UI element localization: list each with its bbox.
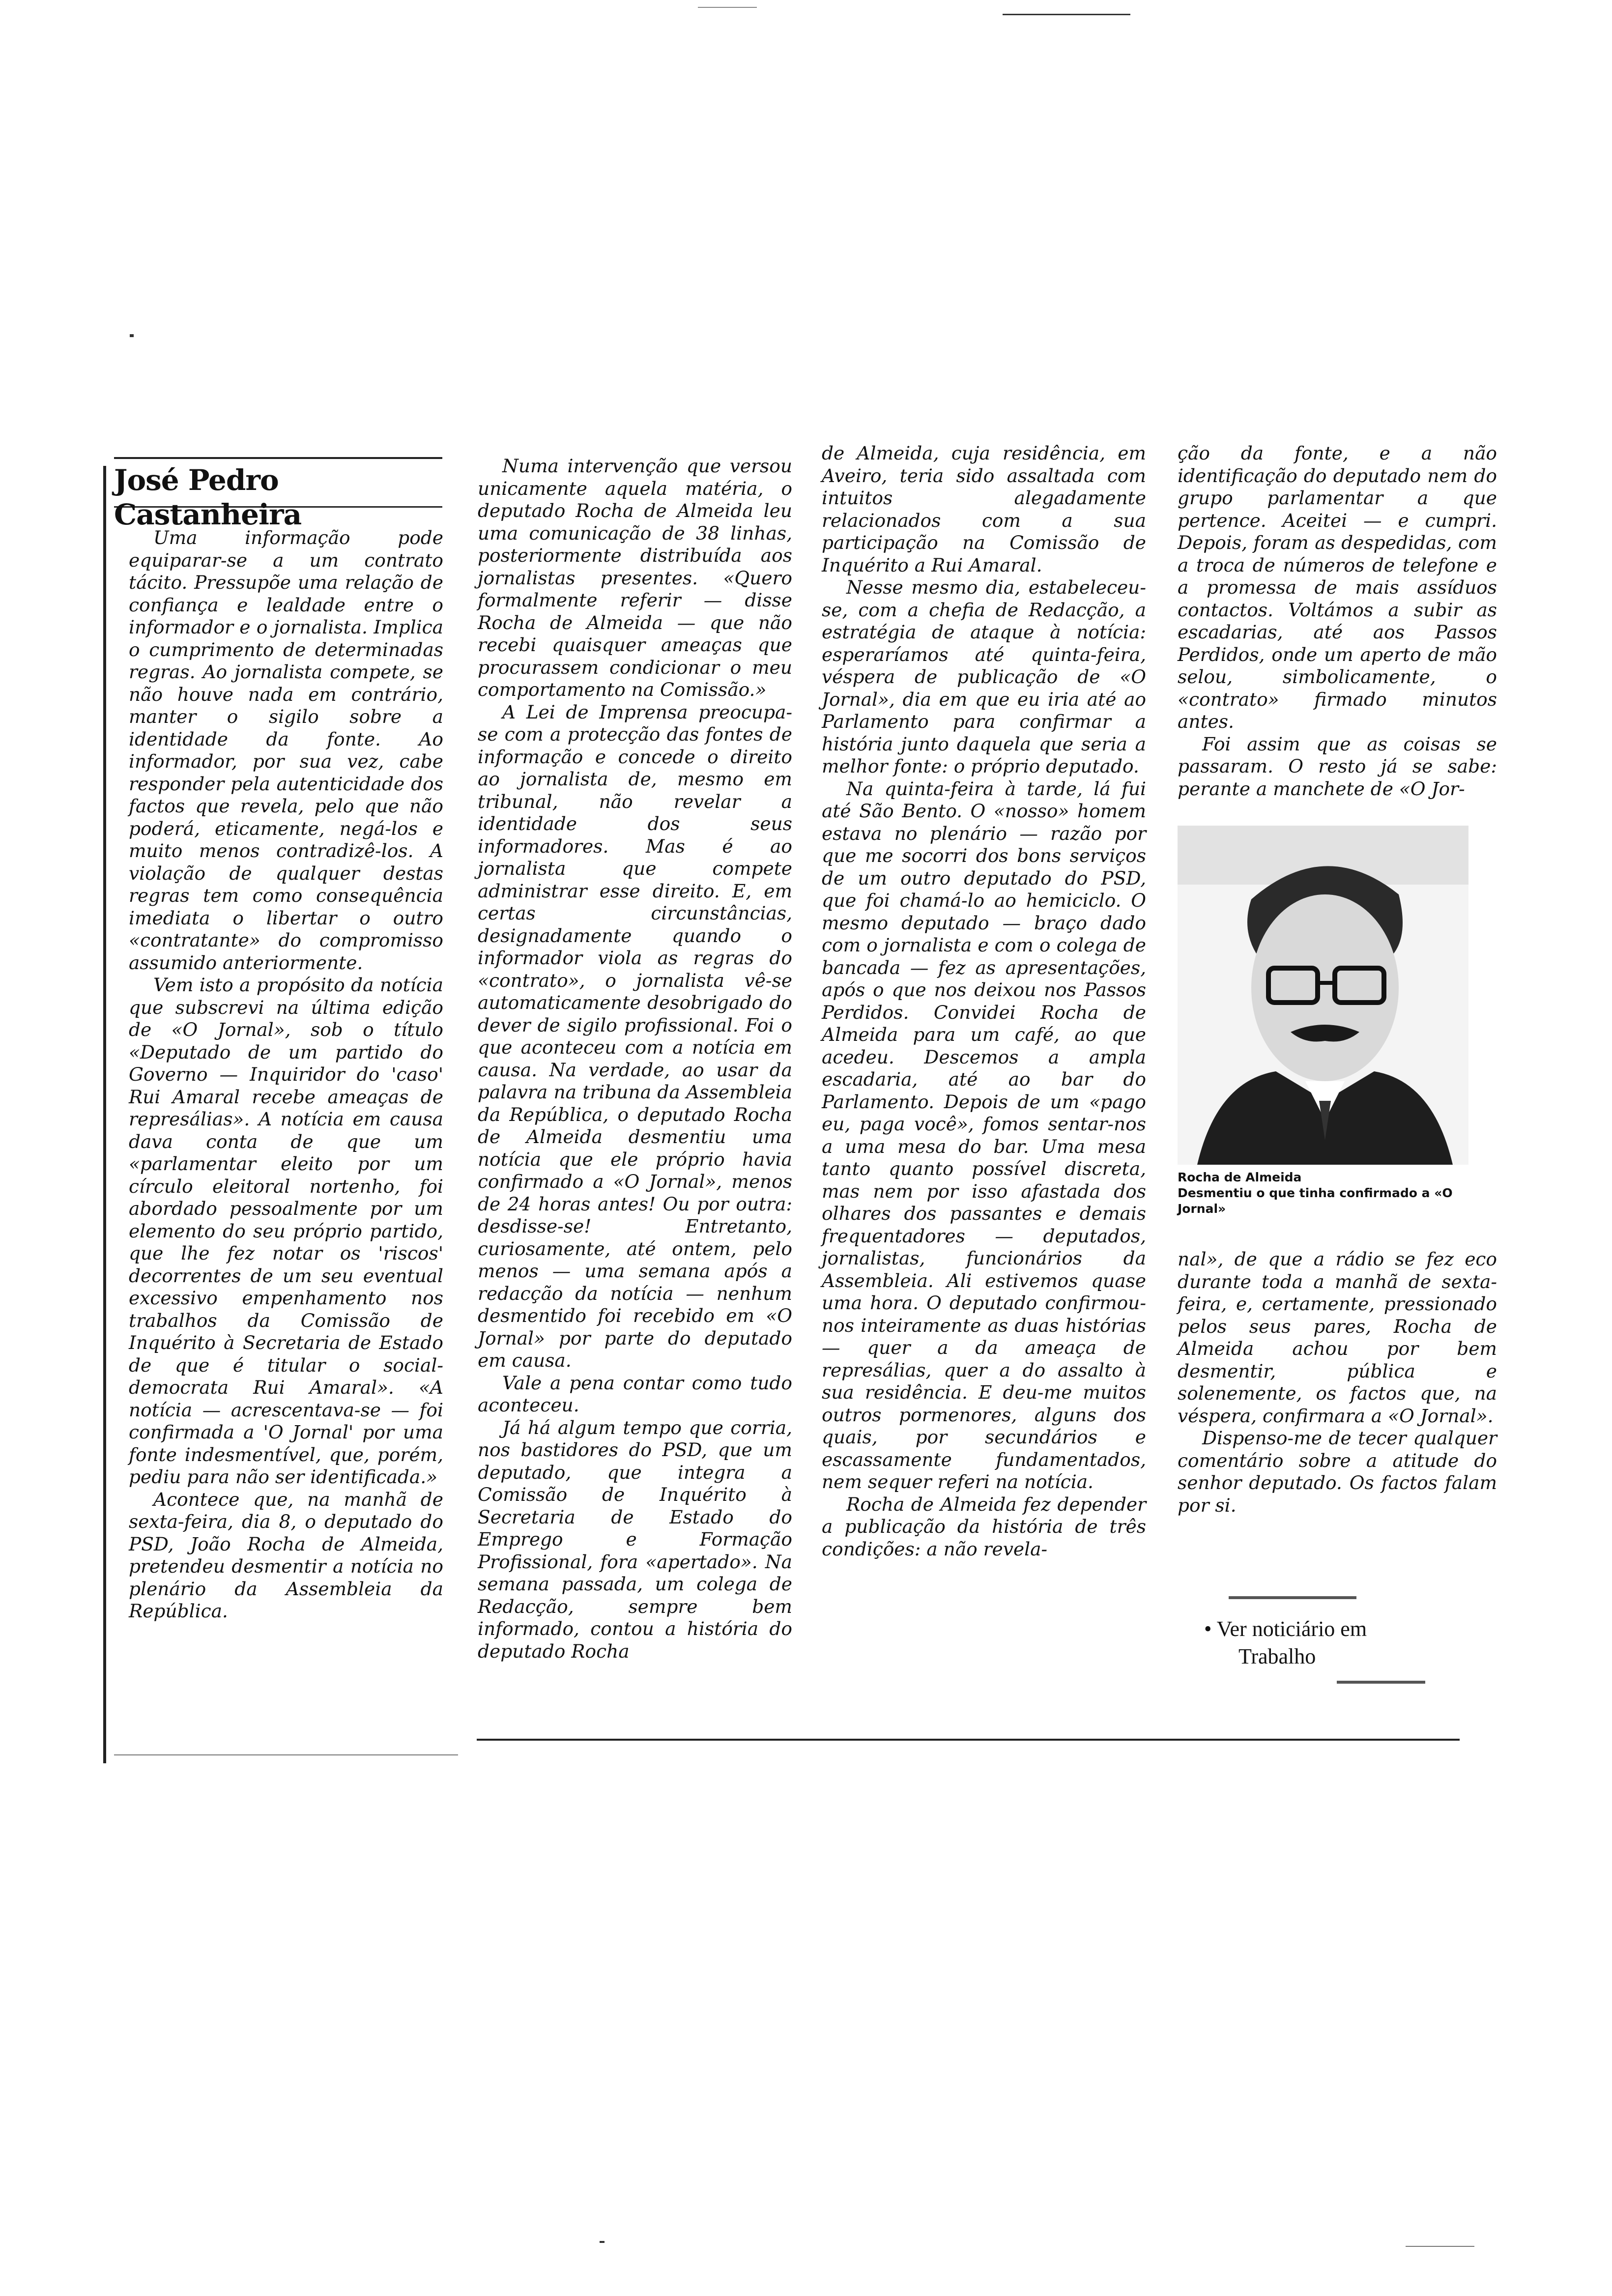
paragraph: Dispenso-me de tecer qualquer comentário sobre a atitude do senhor deputado. Os factos falam por si. xyxy=(1178,1427,1497,1516)
paragraph: A Lei de Imprensa preocupa-se com a protecção das fontes de informação e concede o direito ao jornalista de, mesmo em tribunal, não revelar a identidade dos seus informadores. Mas é ao jornalista que compete administrar esse direito. E, em certas circunstâncias, designadamente quando o informador viola as regras do «contrato», o jornalista vê-se automaticamente desobrigado do dever de sigilo profissional. Foi o que aconteceu com a notícia em causa. Na verdade, ao usar da palavra na tribuna da Assembleia da República, o deputado Rocha de Almeida desmentiu uma notícia que ele próprio havia confirmado a «O Jornal», menos de 24 horas antes! Ou por outra: desdisse-se! Entretanto, curiosamente, até ontem, pelo menos — uma semana após a redacção da notícia — nenhum desmentido foi recebido em «O Jornal» por parte do deputado em causa. xyxy=(478,701,792,1371)
article-column-3 xyxy=(822,442,1146,1560)
left-border-rule xyxy=(103,466,106,1763)
paragraph: nal», de que a rádio se fez eco durante toda a manhã de sexta-feira, e, certamente, pressionado pelos seus pares, Rocha de Almeida achou por bem desmentir, pública e solenemente, os factos que, na véspera, confirmara a «O Jornal». xyxy=(1178,1248,1497,1427)
portrait-photo-icon xyxy=(1178,826,1468,1165)
bottom-rule-left xyxy=(114,1754,458,1755)
paragraph: Vem isto a propósito da notícia que subscrevi na última edição de «O Jornal», sob o título «Deputado de um partido do Governo — Inquiridor do 'caso' Rui Amaral recebe ameaças de represálias». A notícia em causa dava conta de que um «parlamentar eleito por um círculo eleitoral nortenho, foi abordado pessoalmente por um elemento do seu próprio partido, que lhe fez notar os 'riscos' decorrentes de um seu eventual excessivo empenhamento nos trabalhos da Comissão de Inquérito à Secretaria de Estado de que é titular o social-democrata Rui Amaral». «A notícia — acrescentava-se — foi confirmada a 'O Jornal' por uma fonte indesmentível, que, porém, pediu para não ser identificada.» xyxy=(129,974,443,1488)
scan-mark xyxy=(1406,2246,1474,2247)
scan-mark-top-left xyxy=(698,7,757,8)
see-also-section: Trabalho xyxy=(1238,1644,1316,1668)
scan-mark xyxy=(600,2241,604,2243)
see-also-box xyxy=(1189,1587,1465,1715)
paragraph: Rocha de Almeida fez depender a publicação da história de três condições: a não revela- xyxy=(822,1493,1146,1560)
note-box-noise xyxy=(1229,1596,1356,1599)
byline-top-rule xyxy=(114,457,442,459)
paragraph: Nesse mesmo dia, estabeleceu-se, com a chefia de Redacção, a estratégia de ataque à notícia: esperaríamos até quinta-feira, véspera de publicação de «O Jornal», dia em que eu iria até ao Parlamento para confirmar a história junto daquela que seria a melhor fonte: o próprio deputado. xyxy=(822,576,1146,777)
article-column-4-top xyxy=(1178,442,1497,800)
portrait-photo xyxy=(1178,826,1468,1165)
article-column-4-bottom xyxy=(1178,1248,1497,1517)
paragraph: Já há algum tempo que corria, nos bastidores do PSD, que um deputado, que integra a Comissão de Inquérito à Secretaria de Estado do Emprego e Formação Profissional, fora «apertado». Na semana passada, um colega de Redacção, sempre bem informado, contou a história do deputado Rocha xyxy=(478,1416,792,1662)
scan-dot xyxy=(130,334,134,337)
see-also-text: • Ver noticiário em xyxy=(1204,1617,1367,1641)
photo-caption-text: Desmentiu o que tinha confirmado a «O Jornal» xyxy=(1178,1186,1453,1216)
scan-mark-top xyxy=(1003,14,1130,15)
note-box-noise xyxy=(1337,1681,1425,1684)
paragraph: ção da fonte, e a não identificação do deputado nem do grupo parlamentar a que pertence. Aceitei — e cumpri. Depois, foram as despedidas, com a troca de números de telefone e a promessa de mais assíduos contactos. Voltámos a subir as escadarias, até aos Passos Perdidos, onde um aperto de mão selou, simbolicamente, o «contrato» firmado minutos antes. xyxy=(1178,442,1497,732)
paragraph: Na quinta-feira à tarde, lá fui até São Bento. O «nosso» homem estava no plenário — razão por que me socorri dos bons serviços de um outro deputado do PSD, que foi chamá-lo ao hemiciclo. O mesmo deputado — braço dado com o jornalista e com o colega de bancada — fez as apresentações, após o que nos deixou nos Passos Perdidos. Convidei Rocha de Almeida para um café, ao que acedeu. Descemos a ampla escadaria, até ao bar do Parlamento. Depois de um «pago eu, paga você», fomos sentar-nos a uma mesa do bar. Uma mesa tanto quanto possível discreta, mas nem por isso afastada dos olhares dos passantes e demais frequentadores — deputados, jornalistas, funcionários da Assembleia. Ali estivemos quase uma hora. O deputado confirmou-nos inteiramente as duas histórias — quer a da ameaça de represálias, quer a do assalto à sua residência. E deu-me muitos outros pormenores, alguns dos quais, por secundários e escassamente fundamentados, nem sequer referi na notícia. xyxy=(822,777,1146,1492)
author-byline: José Pedro Castanheira xyxy=(114,463,302,531)
photo-caption-name: Rocha de Almeida xyxy=(1178,1170,1302,1184)
article-column-1 xyxy=(129,527,443,1623)
paragraph: Uma informação pode equiparar-se a um contrato tácito. Pressupõe uma relação de confiança e lealdade entre o informador e o jornalista. Implica o cumprimento de determinadas regras. Ao jornalista compete, se não houve nada em contrário, manter o sigilo sobre a identidade da fonte. Ao informador, por sua vez, cabe responder pela autenticidade dos factos que revela, pelo que não poderá, eticamente, negá-los e muito menos contradizê-los. A violação de qualquer destas regras tem como consequência imediata o libertar o outro «contratante» do compromisso assumido anteriormente. xyxy=(129,527,443,974)
paragraph: Acontece que, na manhã de sexta-feira, dia 8, o deputado do PSD, João Rocha de Almeida, pretendeu desmentir a notícia no plenário da Assembleia da República. xyxy=(129,1488,443,1622)
article-column-2 xyxy=(478,455,792,1663)
paragraph: Numa intervenção que versou unicamente aquela matéria, o deputado Rocha de Almeida leu uma comunicação de 38 linhas, posteriormente distribuída aos jornalistas presentes. «Quero formalmente referir — disse Rocha de Almeida — que não recebi quaisquer ameaças que procurassem condicionar o meu comportamento na Comissão.» xyxy=(478,455,792,700)
paragraph: Vale a pena contar como tudo aconteceu. xyxy=(478,1372,792,1416)
paragraph: de Almeida, cuja residência, em Aveiro, teria sido assaltada com intuitos alegadamente relacionados com a sua participação na Comissão de Inquérito a Rui Amaral. xyxy=(822,442,1146,576)
paragraph: Foi assim que as coisas se passaram. O resto já se sabe: perante a manchete de «O Jor- xyxy=(1178,733,1497,800)
bottom-rule xyxy=(477,1739,1460,1741)
